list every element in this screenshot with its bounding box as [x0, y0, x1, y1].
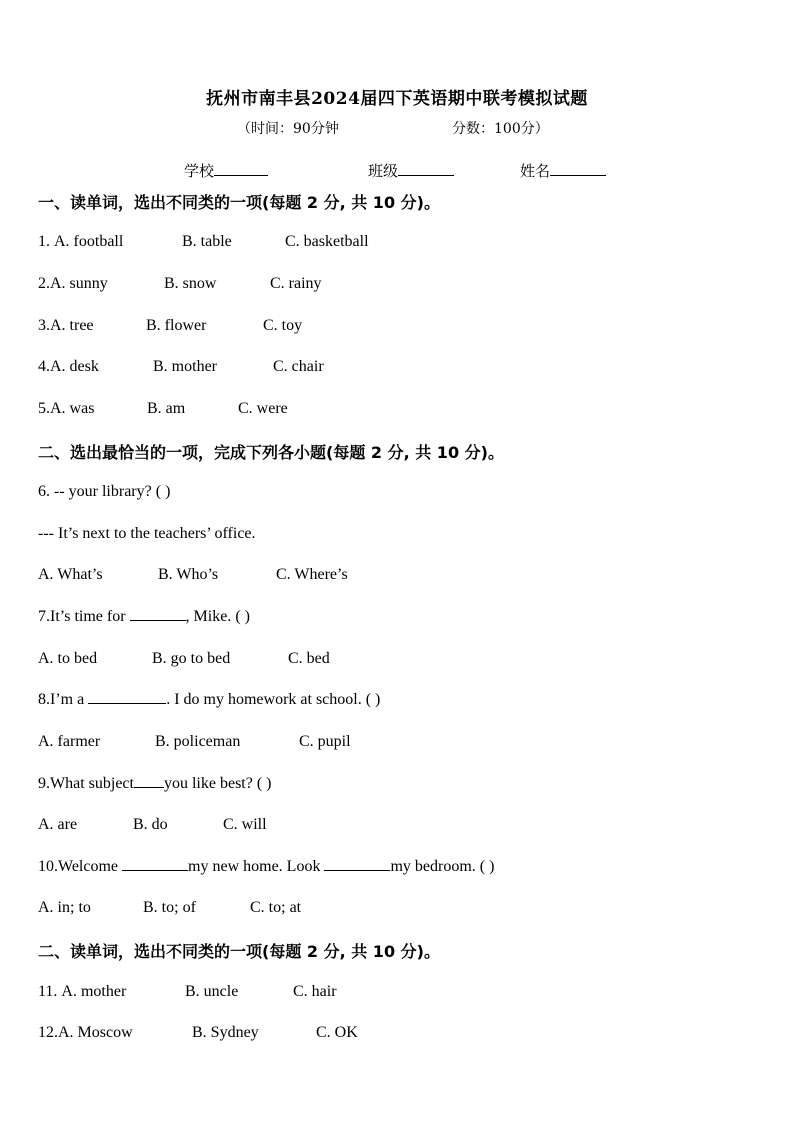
- question-6-reply: --- It’s next to the teachers’ office.: [38, 525, 256, 542]
- question-5: [38, 400, 288, 418]
- page-title: 抚州市南丰县2024届四下英语期中联考模拟试题: [206, 89, 588, 109]
- option-a: A. desk: [50, 358, 99, 375]
- question-12: [38, 1024, 358, 1042]
- question-6-options: [38, 566, 348, 584]
- answer-blank-1: [122, 858, 188, 871]
- stem-text: , Mike. ( ): [185, 608, 250, 625]
- option-b: B. Sydney: [192, 1024, 259, 1041]
- section-heading-2: 二、选出最恰当的一项，完成下列各小题(每题 2 分, 共 10 分)。: [38, 443, 504, 462]
- school-label: 学校: [184, 162, 215, 180]
- name-field: [520, 160, 606, 181]
- option-a: A. mother: [61, 983, 127, 1000]
- question-7-options: [38, 650, 330, 668]
- question-10-stem: [38, 858, 494, 876]
- school-blank: [214, 161, 268, 176]
- option-c: C. rainy: [270, 275, 322, 292]
- question-number: 12.: [38, 1024, 58, 1041]
- answer-blank: [88, 691, 166, 704]
- option-c: C. bed: [288, 650, 330, 667]
- question-4: [38, 358, 324, 376]
- option-a: A. What’s: [38, 566, 103, 583]
- question-6-stem: 6. -- your library? ( ): [38, 483, 171, 500]
- exam-time: （时间：90分钟: [237, 121, 339, 137]
- question-number: 3.: [38, 317, 50, 334]
- section-heading-1: 一、读单词，选出不同类的一项(每题 2 分, 共 10 分)。: [38, 193, 440, 212]
- option-c: C. toy: [263, 317, 303, 334]
- name-blank: [550, 161, 606, 176]
- option-a: A. in; to: [38, 899, 91, 916]
- question-11: [38, 983, 337, 1001]
- name-label: 姓名: [520, 162, 551, 180]
- option-b: B. table: [182, 233, 232, 250]
- question-number: 4.: [38, 358, 50, 375]
- option-b: B. policeman: [155, 733, 241, 750]
- question-9-stem: [38, 775, 272, 793]
- option-c: C. chair: [273, 358, 324, 375]
- class-label: 班级: [368, 162, 399, 180]
- option-b: B. snow: [164, 275, 217, 292]
- question-10-options: [38, 899, 302, 917]
- option-b: B. go to bed: [152, 650, 231, 667]
- stem-text: you like best? ( ): [163, 775, 272, 792]
- stem-text: 9.What subject: [38, 775, 134, 792]
- option-a: A. sunny: [50, 275, 108, 292]
- stem-text: 7.It’s time for: [38, 608, 126, 625]
- question-9-options: [38, 816, 267, 834]
- class-blank: [398, 161, 454, 176]
- question-8-stem: [38, 691, 380, 709]
- option-c: C. to; at: [250, 899, 302, 916]
- question-8-options: [38, 733, 351, 751]
- answer-blank-2: [324, 858, 390, 871]
- option-a: A. Moscow: [58, 1024, 133, 1041]
- question-7-stem: [38, 608, 250, 626]
- stem-text: 10.Welcome: [38, 858, 119, 875]
- option-b: B. flower: [146, 317, 207, 334]
- stem-text: . I do my homework at school. ( ): [166, 691, 381, 708]
- question-number: 1.: [38, 233, 50, 250]
- question-3: [38, 317, 303, 335]
- stem-text: my bedroom. ( ): [390, 858, 495, 875]
- answer-blank: [130, 608, 186, 621]
- class-field: [368, 160, 454, 181]
- exam-score: 分数：100分）: [452, 121, 549, 137]
- option-c: C. will: [223, 816, 267, 833]
- question-number: 2.: [38, 275, 50, 292]
- option-a: A. are: [38, 816, 78, 833]
- question-number: 5.: [38, 400, 50, 417]
- option-c: C. pupil: [299, 733, 351, 750]
- option-c: C. basketball: [285, 233, 369, 250]
- option-c: C. OK: [316, 1024, 358, 1041]
- answer-blank: [134, 775, 164, 788]
- stem-text: 8.I’m a: [38, 691, 85, 708]
- section-heading-3: 二、读单词，选出不同类的一项(每题 2 分, 共 10 分)。: [38, 942, 440, 961]
- option-b: B. to; of: [143, 899, 196, 916]
- option-b: B. uncle: [185, 983, 239, 1000]
- option-a: A. farmer: [38, 733, 101, 750]
- option-a: A. was: [50, 400, 95, 417]
- option-b: B. do: [133, 816, 168, 833]
- option-c: C. Where’s: [276, 566, 348, 583]
- option-a: A. football: [54, 233, 124, 250]
- option-b: B. am: [147, 400, 186, 417]
- option-a: A. to bed: [38, 650, 98, 667]
- option-a: A. tree: [50, 317, 94, 334]
- option-c: C. hair: [293, 983, 337, 1000]
- question-1: [38, 233, 369, 251]
- question-2: [38, 275, 322, 293]
- option-c: C. were: [238, 400, 288, 417]
- question-number: 11.: [38, 983, 58, 1000]
- stem-text: my new home. Look: [188, 858, 321, 875]
- school-field: [184, 160, 268, 181]
- option-b: B. Who’s: [158, 566, 219, 583]
- option-b: B. mother: [153, 358, 217, 375]
